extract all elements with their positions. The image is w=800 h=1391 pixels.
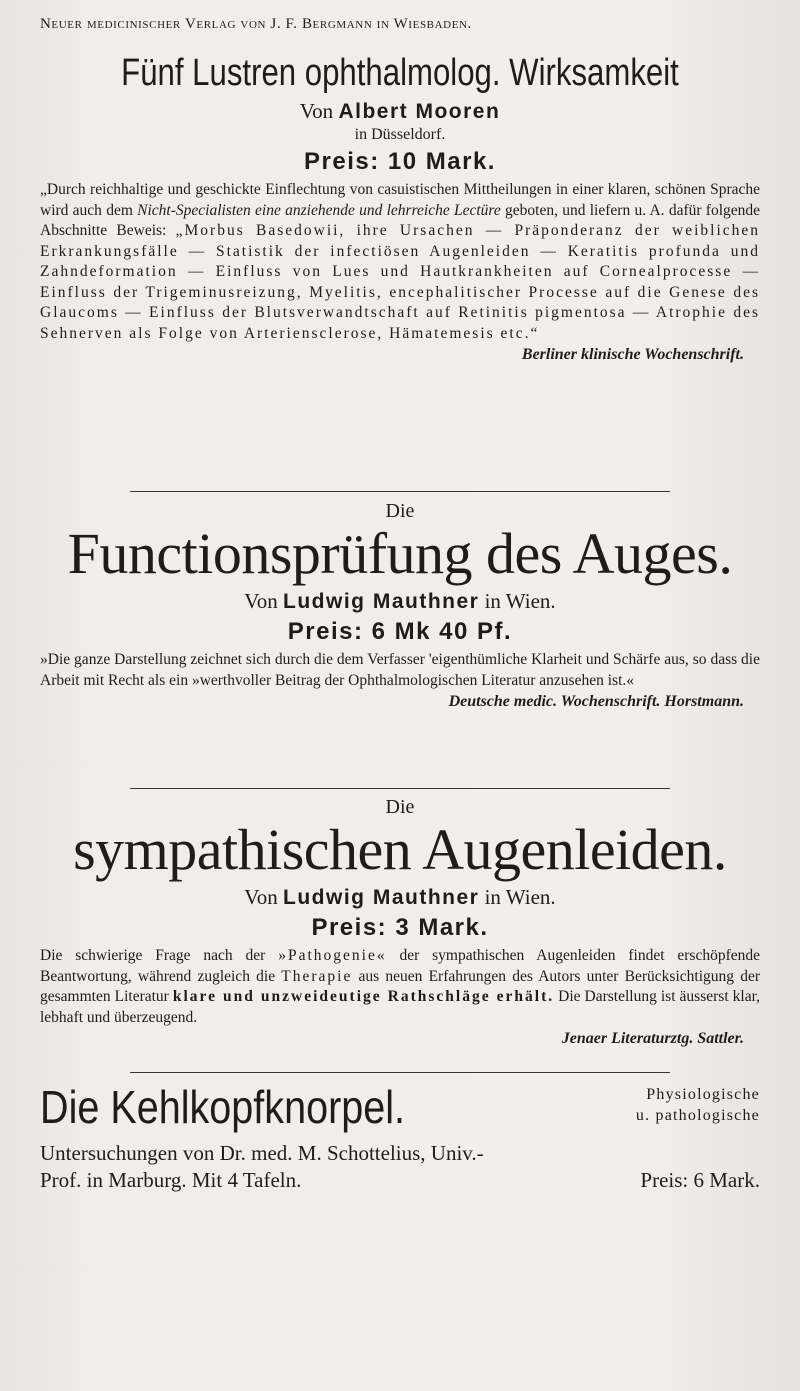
- book-kehlkopfknorpel: [40, 1080, 760, 1194]
- author-line: [40, 99, 760, 124]
- review-text: Die schwierige Frage nach der »Pathogenie« der sympathischen Augenleiden findet erschöpfende Beantwortung, während zugleich die Therapie aus neuen Erfahrungen des Autors unter Berücksichtigung der gesammten Literatur klare und unzweideutige Rathschläge erhält. Die Darstellung ist äusserst klar, lebhaft und überzeugend.: [40, 947, 760, 1026]
- divider: [130, 788, 670, 789]
- review-text: »Die ganze Darstellung zeichnet sich durch die dem Verfasser 'eigenthümliche Klarheit und Schärfe aus, so dass die Arbeit mit Recht als ein »werthvoller Beitrag der Ophthalmologischen Literatur anzusehen ist.«: [40, 651, 760, 689]
- price: Preis: 6 Mk 40 Pf.: [287, 618, 513, 645]
- author-name: Albert Mooren: [338, 100, 501, 123]
- book-details: [40, 1140, 760, 1194]
- author-prefix: Von: [299, 99, 334, 123]
- review-text: „Durch reichhaltige und geschickte Einflechtung von casuistischen Mittheilungen in einer klaren, schönen Sprache wird auch dem Nicht-Specialisten eine anziehende und lehrreiche Lectüre geboten, und liefern u. A. dafür folgende Abschnitte Beweis: „Morbus Basedowii, ihre Ursachen — Präponderanz der weiblichen Erkrankungsfälle — Statistik der infectiösen Augenleiden — Keratitis profunda und Zahndeformation — Einfluss von Lues und Hautkrankheiten auf Cornealprocesse — Einfluss der Trigeminusreizung, Myelitis, encephalitischer Processe auf die Genese des Glaucoms — Einfluss der Blutsverwandtschaft auf Retinitis pigmentosa — Atrophie des Sehnerven als Folge von Arteriensclerose, Hämatemesis etc.“: [40, 181, 761, 342]
- review-source: Deutsche medic. Wochenschrift. Horstmann.: [448, 693, 744, 710]
- book-title: Die Kehlkopfknorpel.: [40, 1081, 406, 1133]
- publisher-header: Neuer medicinischer Verlag von J. F. Bergmann in Wiesbaden.: [40, 16, 472, 32]
- book-title: Fünf Lustren ophthalmolog. Wirksamkeit: [121, 52, 679, 94]
- book-die: Die: [385, 500, 415, 522]
- book-functionspruefung: [40, 500, 760, 711]
- book-sympathischen: [40, 796, 760, 1048]
- price: Preis: 10 Mark.: [304, 148, 496, 175]
- divider: [130, 491, 670, 492]
- price: Preis: 6 Mark.: [640, 1168, 760, 1192]
- price: Preis: 3 Mark.: [311, 914, 489, 941]
- review-source: Berliner klinische Wochenschrift.: [521, 346, 744, 363]
- author-name: Ludwig Mauthner: [283, 886, 480, 909]
- divider: [130, 1072, 670, 1073]
- book-title: sympathischen Augenleiden.: [73, 817, 727, 882]
- author-place: in Wien.: [484, 885, 556, 909]
- details-line: Untersuchungen von Dr. med. M. Schottelius, Univ.-: [40, 1141, 484, 1165]
- book-title: Functionsprüfung des Auges.: [67, 521, 733, 586]
- details-line: Prof. in Marburg. Mit 4 Tafeln. Preis: 6 Mark.: [40, 1168, 760, 1192]
- author-place: in Wien.: [484, 589, 556, 613]
- author-line: Von Ludwig Mauthner in Wien.: [244, 589, 556, 613]
- title-row: [40, 1080, 760, 1140]
- book-die: Die: [385, 796, 415, 818]
- book-mooren: [40, 52, 760, 364]
- author-line: Von Ludwig Mauthner in Wien.: [244, 885, 556, 909]
- review-source: Jenaer Literaturztg. Sattler.: [561, 1030, 744, 1047]
- author-place: in Düsseldorf.: [354, 126, 446, 143]
- author-name: Ludwig Mauthner: [283, 590, 480, 613]
- title-subtitle: Physiologische u. pathologische: [635, 1086, 760, 1124]
